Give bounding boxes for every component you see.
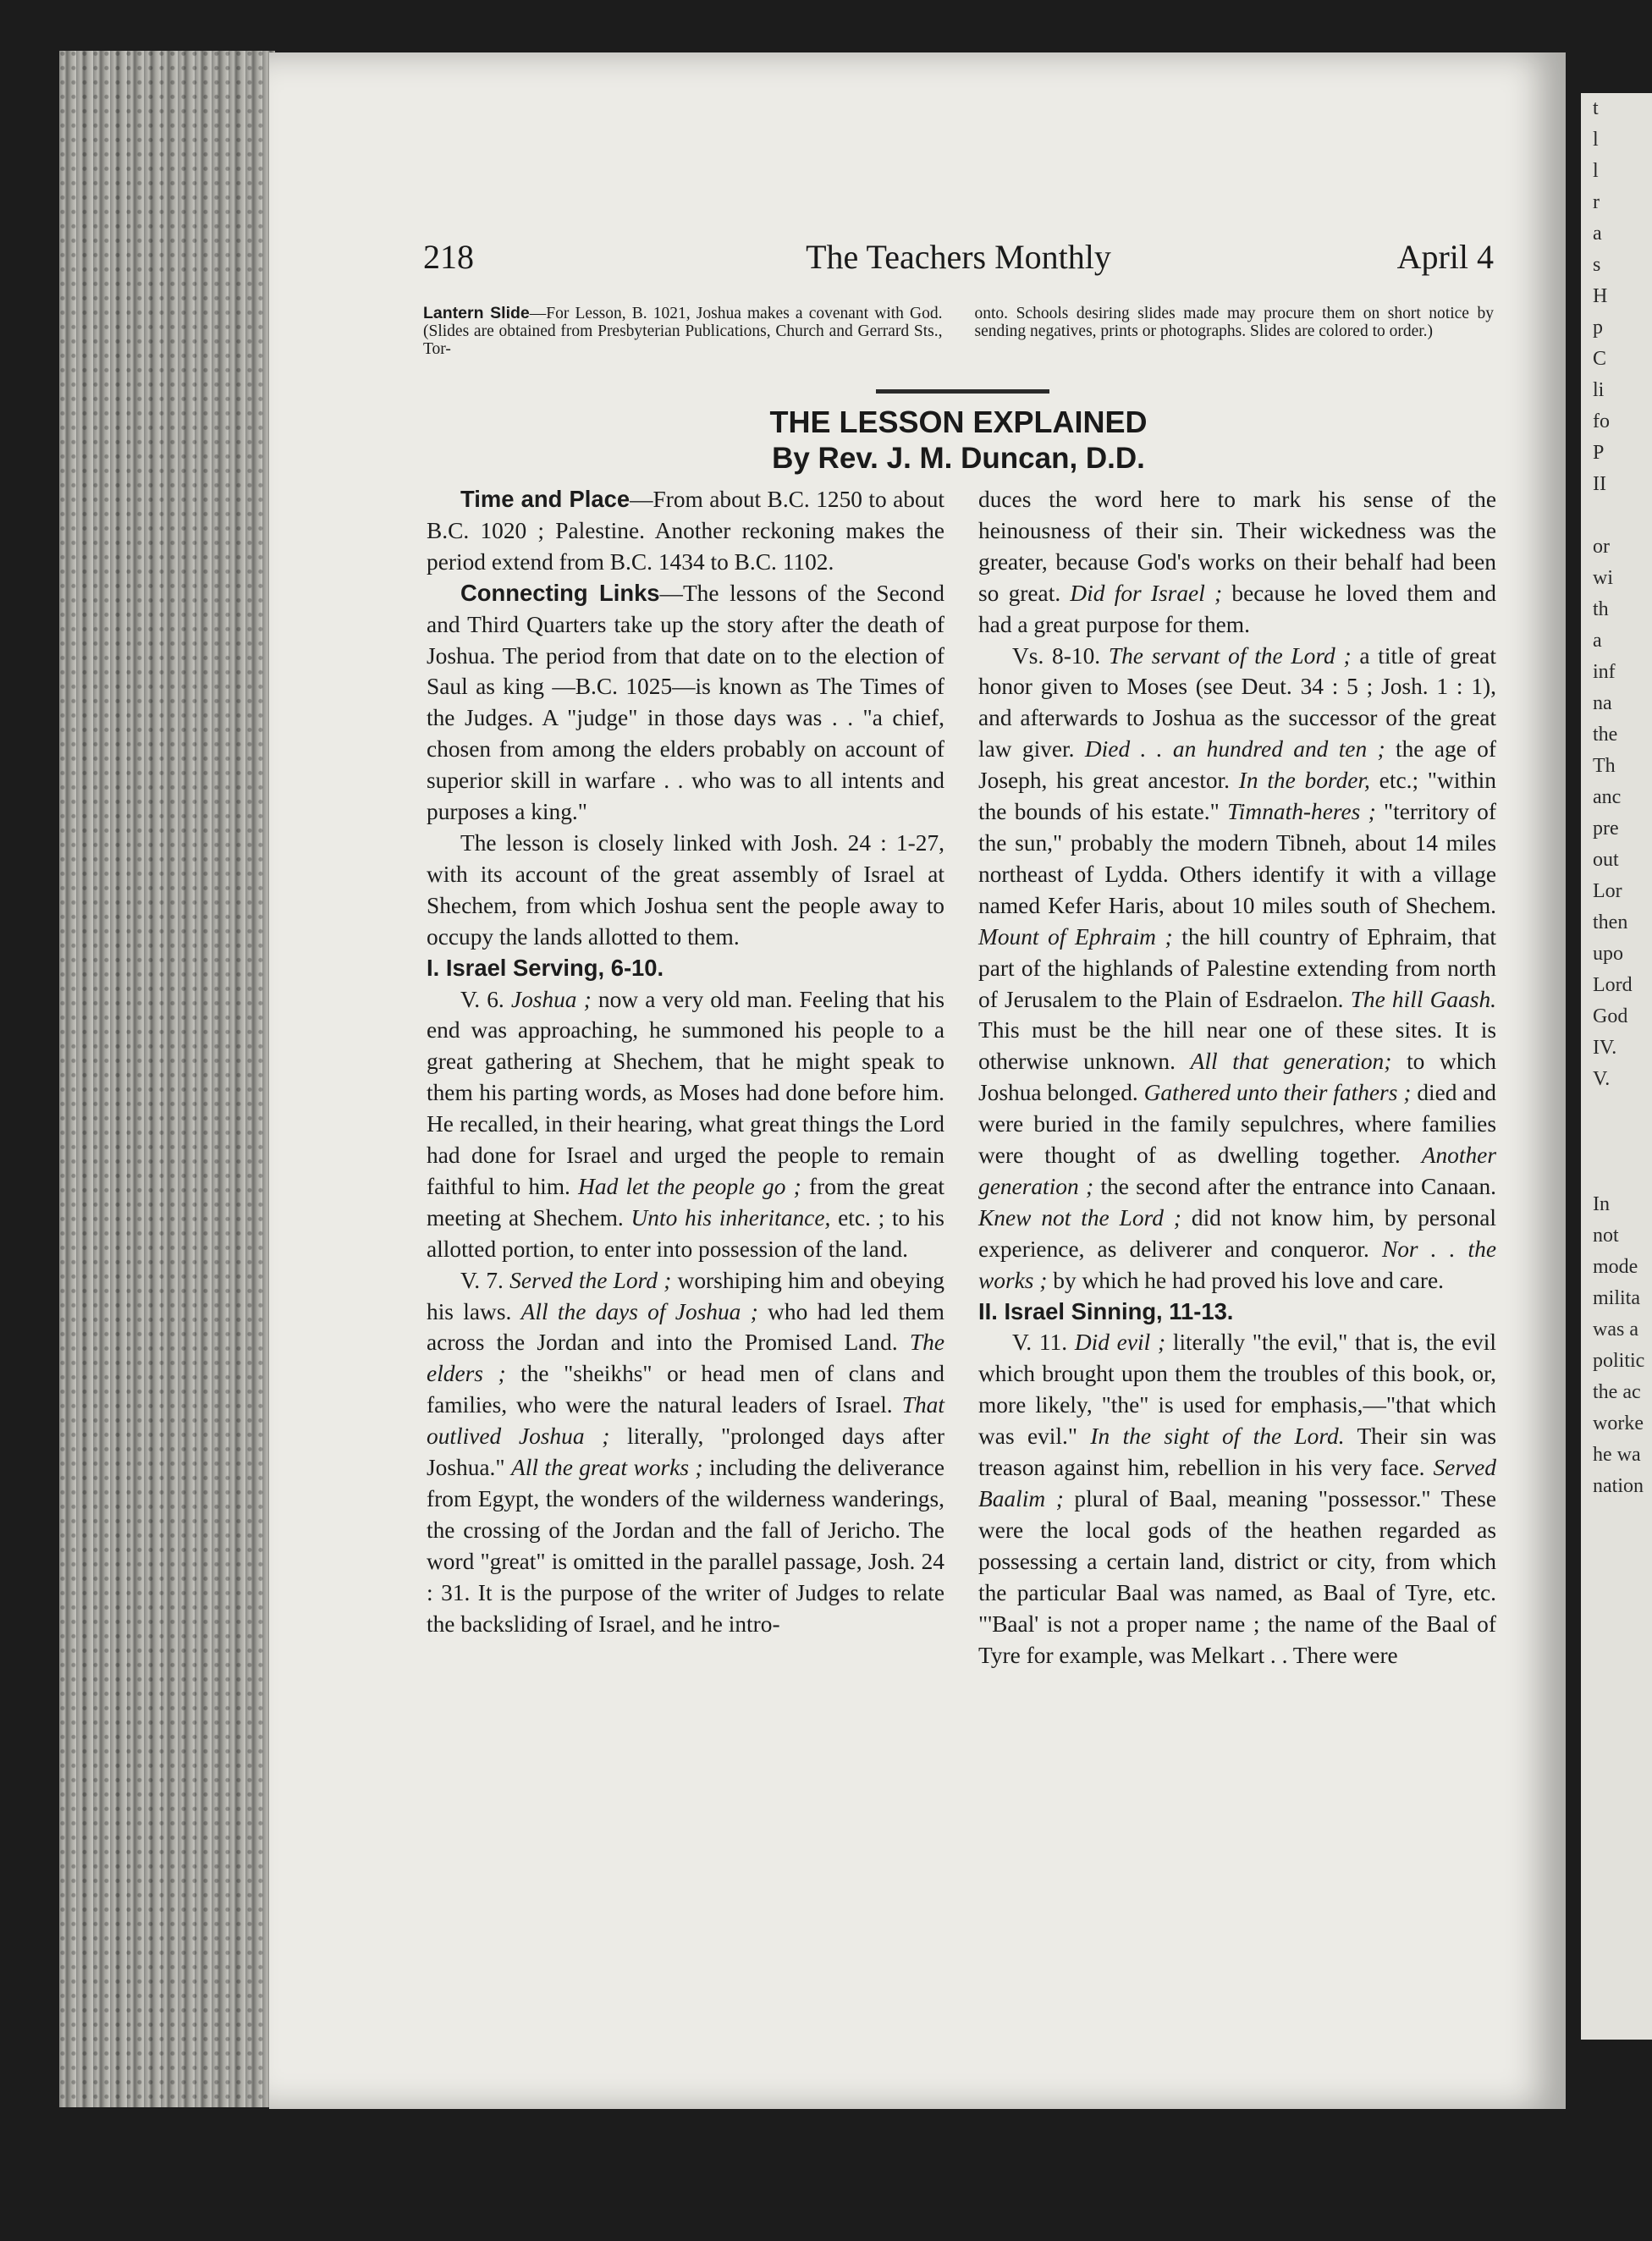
text: including the deliverance from Egypt, the wonders of the wilderness wanderings, the crossing of the Jordan and the fall of Jericho. The word "great" is omitted in the parallel passage, Josh. 24 : 31. It is the purpose of the writer of Judges to relate the backsliding of Israel, and he intro- — [427, 1455, 944, 1637]
next-page-fragment — [1581, 1095, 1652, 1126]
text: a title of great honor given to Moses (see Deut. 34 : 5 ; Josh. 1 : 1), and afterwards to Joshua as the successor of the great law giver. — [978, 642, 1496, 763]
text: Vs. 8-10. — [1012, 642, 1101, 669]
next-page-fragment: In — [1593, 1193, 1610, 1215]
italic-term: That outlived Joshua ; — [427, 1392, 944, 1450]
next-page-fragment: not — [1593, 1225, 1619, 1247]
lantern-col-2: onto. Schools desiring slides made may procure them on short notice by sending negatives, prints or photographs. Slides are colored to order.) — [974, 305, 1494, 340]
next-page-fragment: wi — [1593, 567, 1613, 589]
italic-term: Did for Israel ; — [1070, 580, 1223, 606]
italic-term: Did evil ; — [1074, 1330, 1166, 1356]
paragraph-v11 — [978, 1327, 1496, 1671]
text: the age of Joseph, his great ancestor. — [978, 736, 1496, 794]
next-page-fragment: p — [1593, 317, 1603, 339]
next-page-fragment: a — [1593, 630, 1602, 652]
italic-term: Mount of Ephraim ; — [978, 923, 1173, 950]
lead-time-place: Time and Place — [460, 486, 631, 512]
italic-term: The servant of the Lord ; — [1108, 642, 1352, 669]
next-page-fragment: anc — [1593, 786, 1622, 808]
italic-term: The elders ; — [427, 1330, 944, 1387]
text: did not know him, by personal experience, as deliverer and conqueror. — [978, 1204, 1496, 1262]
next-page-fragment: Lor — [1593, 880, 1622, 902]
text: the "sheikhs" or head men of clans and families, who were the natural leaders of Israel. — [427, 1361, 944, 1418]
next-page-fragment: worke — [1593, 1412, 1644, 1434]
next-page-fragment: th — [1593, 598, 1609, 620]
paragraph-continued — [978, 484, 1496, 641]
next-page-fragment: the — [1593, 724, 1618, 746]
paragraph-v6 — [427, 984, 944, 1265]
text: by which he had proved his love and care. — [1053, 1267, 1444, 1293]
next-page-fragment: fo — [1593, 410, 1610, 432]
text: because he loved them and had a great purpose for them. — [978, 580, 1496, 637]
next-page-fragment: milita — [1593, 1287, 1640, 1309]
next-page-fragment: nation — [1593, 1475, 1644, 1497]
text: —The lessons of the Second and Third Quarters take up the story after the death of Joshua. The period from that date on to the election of Saul as king —B.C. 1025—is known as The Times of the Judges. A "judge" in those days was . . "a chief, chosen from among the elders probably on account of superior skill in warfare . . who was to all intents and purposes a king." — [427, 580, 944, 825]
text: literally, "prolonged days after Joshua." — [427, 1423, 944, 1481]
text: V. 11. — [1012, 1330, 1068, 1356]
text: literally "the evil," that is, the evil which brought upon them the troubles of this book, or, more likely, "the" is used for emphasis,—"that which was evil." — [978, 1330, 1496, 1450]
left-column — [427, 484, 944, 1640]
next-page-fragment: or — [1593, 536, 1610, 558]
text: who had led them across the Jordan and into the Promised Land. — [427, 1298, 944, 1356]
next-page-fragment — [1581, 1126, 1652, 1158]
text: etc.; "within the bounds of his estate." — [978, 768, 1496, 825]
next-page-fragment: na — [1593, 692, 1612, 714]
section-heading-1: I. Israel Serving, 6-10. — [427, 954, 664, 981]
next-page-fragment: l — [1593, 129, 1599, 151]
text: V. 6. — [460, 986, 504, 1012]
italic-term: All the days of Joshua ; — [520, 1298, 758, 1324]
lantern-label: Lantern Slide — [423, 304, 530, 322]
lead-connecting-links: Connecting Links — [460, 579, 660, 606]
lantern-text-1: —For Lesson, B. 1021, Joshua makes a covenant with God. (Slides are obtained from Presbyterian Publications, Church and Gerrard Sts., Tor- — [423, 305, 943, 358]
text: worshiping him and obeying his laws. — [427, 1267, 944, 1324]
paragraph-time-place — [427, 484, 944, 578]
next-page-fragment: a — [1593, 223, 1602, 245]
italic-term: Died . . an hundred and ten ; — [1084, 736, 1385, 763]
next-page-fragment: IV. — [1593, 1037, 1617, 1059]
text: duces the word here to mark his sense of the heinousness of their sin. Their wickedness was the greater, because God's works on their behalf had been so great. — [978, 487, 1496, 606]
right-column — [978, 484, 1496, 1671]
italic-term: In the border, — [1238, 768, 1370, 794]
text: Their sin was treason against him, rebellion in his very face. — [978, 1423, 1497, 1481]
text: "territory of the sun," probably the modern Tibneh, about 14 miles northeast of Lydda. Others identify it with a village named Kefer Haris, about 10 miles south of Shechem. — [978, 799, 1496, 918]
italic-term: Joshua ; — [510, 986, 592, 1012]
next-page-fragment: out — [1593, 849, 1619, 871]
next-page-fragment: inf — [1593, 661, 1616, 683]
italic-term: All that generation; — [1190, 1049, 1392, 1075]
next-page-fragment: l — [1593, 160, 1599, 182]
next-page-fragment: pre — [1593, 818, 1619, 840]
italic-term: All the great works ; — [511, 1455, 703, 1481]
next-page-fragment: C — [1593, 348, 1607, 370]
next-page-fragment: upo — [1593, 943, 1623, 965]
paragraph-connecting-links — [427, 578, 944, 828]
italic-term: Served the Lord ; — [509, 1267, 672, 1293]
next-page-fragment: P — [1593, 442, 1605, 464]
italic-term: Knew not the Lord ; — [978, 1204, 1181, 1231]
divider-rule — [876, 389, 1049, 394]
italic-term: Timnath-heres ; — [1227, 799, 1376, 825]
text: etc. ; to his allotted portion, to enter into possession of the land. — [427, 1204, 944, 1262]
text: —From about B.C. 1250 to about B.C. 1020 ; Palestine. Another reckoning makes the period extend from B.C. 1434 to B.C. 1102. — [427, 487, 944, 575]
next-page-fragment: li — [1593, 379, 1605, 401]
next-page-fragment: Lord — [1593, 974, 1633, 996]
next-page-fragment: then — [1593, 911, 1628, 933]
text: the second after the entrance into Canaan. — [1100, 1173, 1496, 1199]
text: This must be the hill near one of these sites. It is otherwise unknown. — [978, 1017, 1496, 1075]
next-page-fragment: he wa — [1593, 1444, 1641, 1466]
next-page-fragment: t — [1593, 97, 1599, 119]
next-page-fragment: was a — [1593, 1319, 1638, 1341]
article-title: THE LESSON EXPLAINED — [769, 405, 1148, 439]
paragraph-v7 — [427, 1265, 944, 1640]
next-page-fragment — [1581, 500, 1652, 531]
page-number: 218 — [423, 238, 474, 276]
italic-term: Served Baalim ; — [978, 1455, 1496, 1511]
next-page-fragment: r — [1593, 191, 1600, 213]
book-page-edges — [59, 51, 275, 2107]
italic-term: Had let the people go ; — [578, 1173, 801, 1199]
next-page-fragment: politic — [1593, 1350, 1645, 1372]
next-page-sliver — [1581, 93, 1652, 2040]
paragraph-lesson-link: The lesson is closely linked with Josh. 24 : 1-27, with its account of the great assembly of Israel at Shechem, from which Joshua sent the people away to occupy the lands allotted to them. — [427, 829, 944, 950]
italic-term: Nor . . the works ; — [978, 1236, 1496, 1293]
lantern-slide-note — [423, 305, 1494, 358]
italic-term: The hill Gaash. — [1350, 986, 1496, 1012]
italic-term: In the sight of the Lord. — [1090, 1423, 1345, 1450]
text: died and were buried in the family sepulchres, where families were thought of as dwelling together. — [978, 1080, 1496, 1169]
next-page-fragment: H — [1593, 285, 1608, 307]
text: plural of Baal, meaning "possessor." These were the local gods of the heathen regarded as possessing a certain land, district or city, from which the particular Baal was named, as Baal of Tyre, etc. "'Baal' is not a proper name ; the name of the Baal of Tyre for example, was Melkart . . There were — [978, 1486, 1496, 1668]
next-page-fragment — [1581, 1158, 1652, 1189]
next-page-fragment: God — [1593, 1005, 1628, 1027]
next-page-fragment: the ac — [1593, 1381, 1641, 1403]
text: V. 7. — [460, 1267, 504, 1293]
issue-date: April 4 — [1396, 238, 1494, 276]
journal-title: The Teachers Monthly — [806, 238, 1111, 276]
section-heading-2: II. Israel Sinning, 11-13. — [978, 1297, 1234, 1324]
text: to which Joshua belonged. — [978, 1049, 1496, 1106]
text: now a very old man. Feeling that his end was approaching, he summoned his people to a great gathering at Shechem, that he might speak to them his parting words, as Moses had done before him. He recalled, in their hearing, what great things the Lord had done for Israel and urged the people to remain faithful to him. — [427, 986, 944, 1199]
italic-term: Unto his inheritance, — [631, 1204, 831, 1231]
next-page-fragment: V. — [1593, 1068, 1611, 1090]
next-page-fragment: Th — [1593, 755, 1616, 777]
next-page-fragment: s — [1593, 254, 1601, 276]
italic-term: Another generation ; — [978, 1143, 1496, 1199]
lantern-col-1 — [423, 305, 943, 358]
text: from the great meeting at Shechem. — [427, 1173, 944, 1231]
text: the hill country of Ephraim, that part of the highlands of Palestine extending from north of Jerusalem to the Plain of Esdraelon. — [978, 923, 1496, 1012]
paragraph-vs8-10 — [978, 641, 1496, 1297]
next-page-fragment: II — [1593, 473, 1606, 495]
italic-term: Gathered unto their fathers ; — [1143, 1080, 1412, 1106]
article-byline: By Rev. J. M. Duncan, D.D. — [772, 442, 1145, 475]
next-page-fragment: mode — [1593, 1256, 1638, 1278]
